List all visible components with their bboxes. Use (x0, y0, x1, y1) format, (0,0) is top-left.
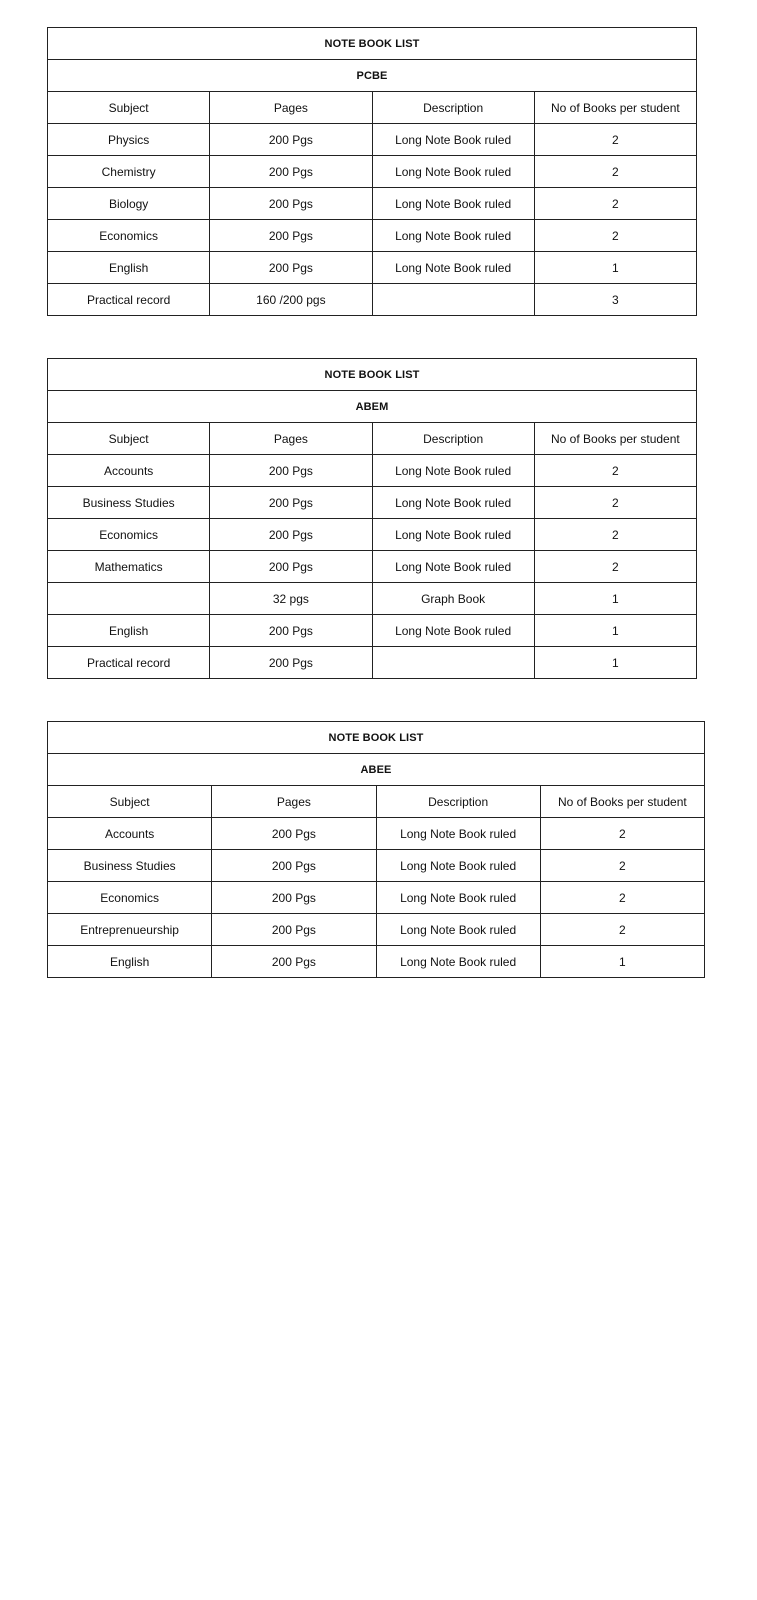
cell-pages: 200 Pgs (212, 882, 376, 914)
cell-pages: 32 pgs (210, 583, 372, 615)
table-row (48, 156, 697, 188)
cell-count: 2 (534, 519, 696, 551)
cell-pages: 200 Pgs (212, 818, 376, 850)
header-row (48, 92, 697, 124)
table-row (48, 455, 697, 487)
header-description: Description (372, 423, 534, 455)
cell-description: Graph Book (372, 583, 534, 615)
cell-count: 2 (534, 220, 696, 252)
table-row (48, 487, 697, 519)
cell-count: 2 (540, 914, 704, 946)
cell-subject: Practical record (48, 647, 210, 679)
cell-description: Long Note Book ruled (372, 615, 534, 647)
cell-subject: Physics (48, 124, 210, 156)
table-title: NOTE BOOK LIST (48, 722, 705, 754)
cell-description: Long Note Book ruled (372, 455, 534, 487)
cell-description: Long Note Book ruled (372, 188, 534, 220)
cell-pages: 200 Pgs (210, 487, 372, 519)
table-row (48, 583, 697, 615)
table-row (48, 615, 697, 647)
cell-count: 2 (534, 188, 696, 220)
cell-subject: Accounts (48, 455, 210, 487)
notebook-table-pcbe (47, 27, 697, 316)
cell-description (372, 647, 534, 679)
cell-pages: 160 /200 pgs (210, 284, 372, 316)
cell-subject: Economics (48, 519, 210, 551)
cell-subject: Business Studies (48, 850, 212, 882)
cell-subject: Economics (48, 882, 212, 914)
header-books-per-student: No of Books per student (540, 786, 704, 818)
notebook-table-abem (47, 358, 697, 679)
table-row (48, 818, 705, 850)
cell-description (372, 284, 534, 316)
cell-subject: English (48, 615, 210, 647)
cell-count: 2 (534, 124, 696, 156)
cell-subject: English (48, 252, 210, 284)
table-row (48, 519, 697, 551)
table-row (48, 647, 697, 679)
header-books-per-student: No of Books per student (534, 92, 696, 124)
header-pages: Pages (210, 423, 372, 455)
cell-count: 1 (534, 252, 696, 284)
cell-pages: 200 Pgs (212, 946, 376, 978)
cell-description: Long Note Book ruled (376, 818, 540, 850)
cell-pages: 200 Pgs (210, 188, 372, 220)
cell-pages: 200 Pgs (210, 252, 372, 284)
cell-pages: 200 Pgs (210, 156, 372, 188)
cell-count: 2 (534, 156, 696, 188)
cell-description: Long Note Book ruled (376, 850, 540, 882)
table-title: NOTE BOOK LIST (48, 28, 697, 60)
cell-description: Long Note Book ruled (372, 124, 534, 156)
stream-name: PCBE (48, 60, 697, 92)
header-subject: Subject (48, 423, 210, 455)
header-subject: Subject (48, 786, 212, 818)
cell-description: Long Note Book ruled (372, 487, 534, 519)
cell-count: 1 (540, 946, 704, 978)
header-row (48, 786, 705, 818)
cell-count: 2 (534, 455, 696, 487)
cell-count: 3 (534, 284, 696, 316)
cell-count: 2 (534, 551, 696, 583)
cell-subject: Business Studies (48, 487, 210, 519)
cell-description: Long Note Book ruled (372, 519, 534, 551)
cell-count: 2 (540, 818, 704, 850)
cell-pages: 200 Pgs (210, 647, 372, 679)
cell-count: 1 (534, 647, 696, 679)
header-description: Description (372, 92, 534, 124)
cell-pages: 200 Pgs (212, 850, 376, 882)
header-books-per-student: No of Books per student (534, 423, 696, 455)
table-row (48, 914, 705, 946)
table-row (48, 124, 697, 156)
cell-subject: Economics (48, 220, 210, 252)
cell-subject: Entreprenueurship (48, 914, 212, 946)
table-row (48, 284, 697, 316)
cell-pages: 200 Pgs (210, 615, 372, 647)
cell-subject: Accounts (48, 818, 212, 850)
cell-count: 2 (540, 850, 704, 882)
cell-description: Long Note Book ruled (372, 220, 534, 252)
table-row (48, 882, 705, 914)
stream-name: ABEE (48, 754, 705, 786)
cell-description: Long Note Book ruled (376, 914, 540, 946)
table-row (48, 252, 697, 284)
cell-description: Long Note Book ruled (376, 946, 540, 978)
table-row (48, 946, 705, 978)
cell-pages: 200 Pgs (210, 220, 372, 252)
cell-description: Long Note Book ruled (372, 156, 534, 188)
table-row (48, 551, 697, 583)
table-row (48, 220, 697, 252)
cell-description: Long Note Book ruled (376, 882, 540, 914)
header-row (48, 423, 697, 455)
stream-name: ABEM (48, 391, 697, 423)
cell-pages: 200 Pgs (210, 519, 372, 551)
cell-subject: Mathematics (48, 551, 210, 583)
cell-count: 2 (534, 487, 696, 519)
table-title: NOTE BOOK LIST (48, 359, 697, 391)
cell-subject (48, 583, 210, 615)
cell-subject: Chemistry (48, 156, 210, 188)
cell-subject: English (48, 946, 212, 978)
cell-count: 1 (534, 615, 696, 647)
header-description: Description (376, 786, 540, 818)
cell-pages: 200 Pgs (212, 914, 376, 946)
table-row (48, 850, 705, 882)
cell-pages: 200 Pgs (210, 455, 372, 487)
cell-description: Long Note Book ruled (372, 252, 534, 284)
notebook-table-abee (47, 721, 705, 978)
cell-count: 1 (534, 583, 696, 615)
cell-pages: 200 Pgs (210, 124, 372, 156)
cell-subject: Biology (48, 188, 210, 220)
header-pages: Pages (210, 92, 372, 124)
header-pages: Pages (212, 786, 376, 818)
cell-pages: 200 Pgs (210, 551, 372, 583)
cell-description: Long Note Book ruled (372, 551, 534, 583)
header-subject: Subject (48, 92, 210, 124)
table-row (48, 188, 697, 220)
cell-subject: Practical record (48, 284, 210, 316)
cell-count: 2 (540, 882, 704, 914)
